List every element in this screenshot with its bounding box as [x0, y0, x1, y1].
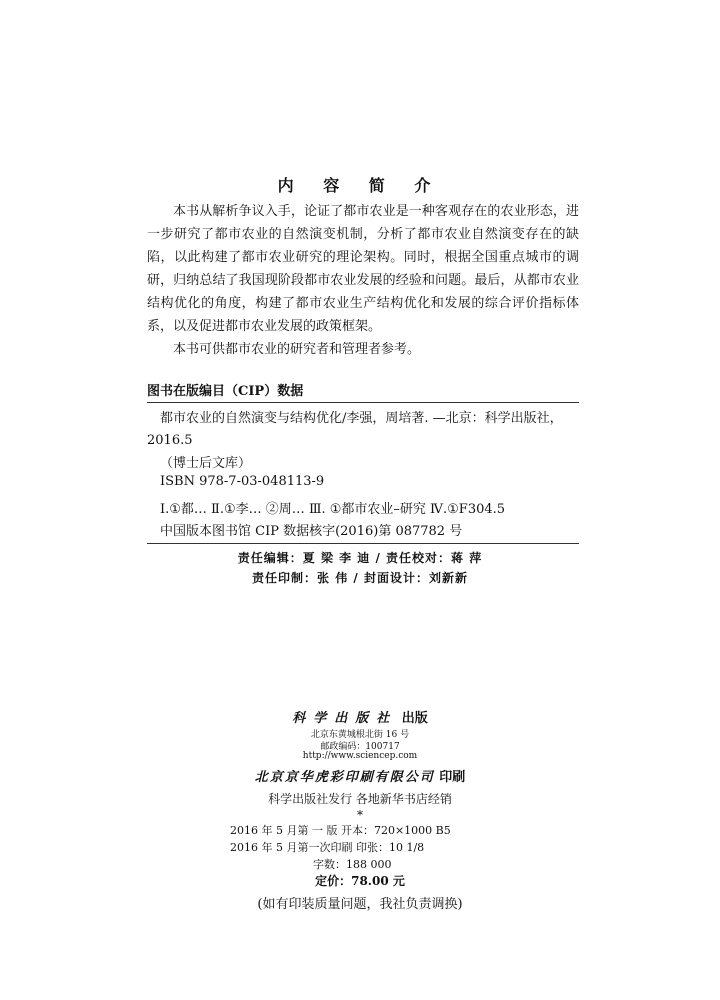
printer-name — [0, 766, 720, 785]
edition-line-1: 2016 年 5 月第 一 版 开本：720×1000 B5 — [230, 824, 451, 837]
quality-note: (如有印装质量问题，我社负责调换) — [257, 897, 463, 912]
cip-bottom-rule — [147, 543, 579, 544]
intro-paragraph-1: 本书从解析争议入手，论证了都市农业是一种客观存在的农业形态，进一步研究了都市农业的自然演变机制，分析了都市农业自然演变存在的缺陷，以此构建了都市农业研究的理论架构。同时，根据全国重点城市的调研，归纳总结了我国现阶段都市农业发展的经验和问题。最后，从都市农业结构优化的角度，构建了都市农业生产结构优化和发展的综合评价指标体系，以及促进都市农业发展的政策框架。 — [147, 204, 579, 334]
separator-star: * — [357, 808, 363, 822]
intro-paragraph-2: 本书可供都市农业的研究者和管理者参考。 — [173, 342, 421, 357]
publisher-postcode: 邮政编码：100717 — [320, 742, 400, 752]
intro-body — [147, 200, 579, 361]
price: 定价：78.00 元 — [315, 874, 405, 888]
publisher-website: http://www.sciencep.com — [302, 751, 418, 761]
publisher-name — [0, 707, 720, 726]
cip-isbn: ISBN 978-7-03-048113-9 — [160, 474, 325, 489]
cip-classification: Ⅰ.①都… Ⅱ.①李… ②周… Ⅲ. ①都市农业–研究 Ⅳ.①F304.5 — [160, 502, 506, 517]
publisher-suffix: 出版 — [401, 711, 428, 726]
cip-record: 都市农业的自然演变与结构优化/李强，周培著. —北京：科学出版社，2016.5 — [147, 411, 563, 448]
printer-logo-text: 北京京华虎彩印刷有限公司 — [254, 770, 435, 785]
publisher-logo-text: 科学出版社 — [292, 711, 398, 726]
staff-line-2: 责任印制：张 伟 / 封面设计：刘新新 — [252, 571, 468, 585]
distribution: 科学出版社发行 各地新华书店经销 — [268, 792, 452, 806]
intro-heading: 内 容 简 介 — [277, 176, 443, 195]
printer-suffix: 印刷 — [439, 770, 466, 785]
cip-top-rule — [147, 402, 579, 403]
cip-number: 中国版本图书馆 CIP 数据核字(2016)第 087782 号 — [160, 524, 463, 539]
staff-line-1: 责任编辑：夏 梁 李 迪 / 责任校对：蒋 萍 — [237, 551, 483, 565]
publisher-address: 北京东黄城根北街 16 号 — [310, 730, 410, 740]
cip-heading: 图书在版编目（CIP）数据 — [147, 384, 304, 399]
word-count: 字数：188 000 — [313, 858, 392, 871]
cip-series: （博士后文库） — [160, 456, 252, 471]
edition-line-2: 2016 年 5 月第一次印刷 印张：10 1/8 — [230, 841, 425, 854]
